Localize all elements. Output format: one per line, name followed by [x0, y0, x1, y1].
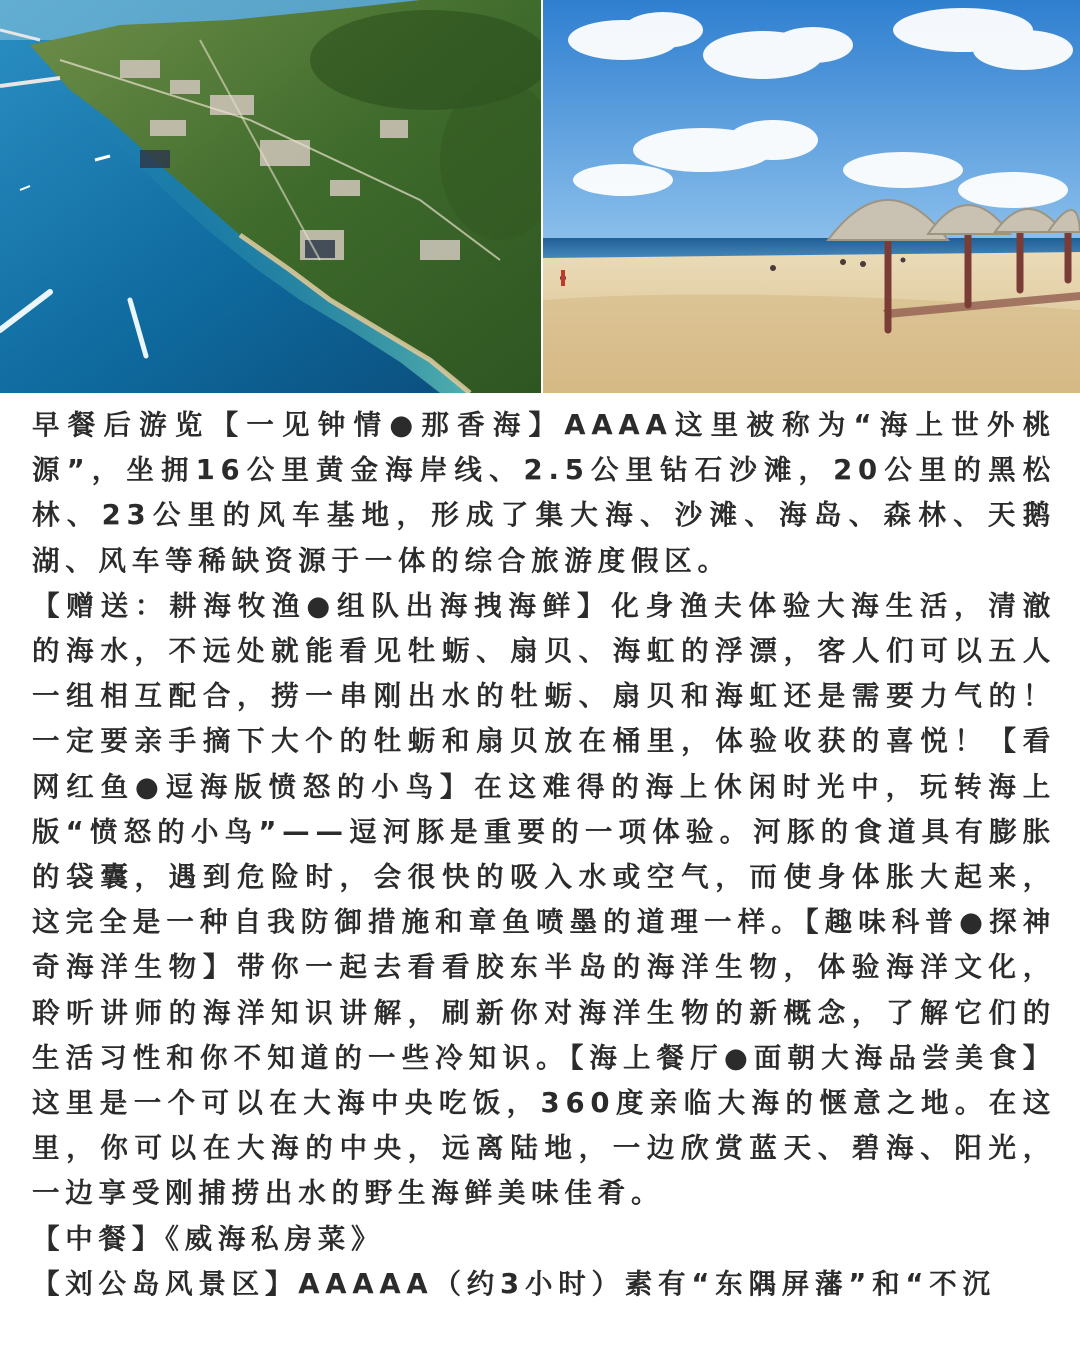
paragraph-nahaixiang: 早餐后游览【一见钟情●那香海】AAAA这里被称为“海上世外桃源”，坐拥16公里黄金海岸线、2.5公里钻石沙滩，20公里的黑松林、23公里的风车基地，形成了集大海、沙滩、海岛、森林、天鹅湖、风车等稀缺资源于一体的综合旅游度假区。	[32, 409, 1056, 577]
itinerary-text	[32, 403, 1056, 1307]
island-aerial-photo	[0, 0, 541, 393]
liugongdao-line: 【刘公岛风景区】AAAAA（约3小时）素有“东隅屏藩”和“不沉	[32, 1267, 996, 1300]
beach-umbrella-photo	[543, 0, 1080, 393]
photo-strip	[0, 0, 1080, 393]
paragraph-activities: 【赠送：耕海牧渔●组队出海拽海鲜】化身渔夫体验大海生活，清澈的海水，不远处就能看见牡蛎、扇贝、海虹的浮漂，客人们可以五人一组相互配合，捞一串刚出水的牡蛎、扇贝和海虹还是需要力气的！一定要亲手摘下大个的牡蛎和扇贝放在桶里，体验收获的喜悦！【看网红鱼●逗海版愤怒的小鸟】在这难得的海上休闲时光中，玩转海上版“愤怒的小鸟”——逗河豚是重要的一项体验。河豚的食道具有膨胀的袋囊，遇到危险时，会很快的吸入水或空气，而使身体胀大起来，这完全是一种自我防御措施和章鱼喷墨的道理一样。【趣味科普●探神奇海洋生物】带你一起去看看胶东半岛的海洋生物，体验海洋文化，聆听讲师的海洋知识讲解，刷新你对海洋生物的新概念，了解它们的生活习性和你不知道的一些冷知识。【海上餐厅●面朝大海品尝美食】这里是一个可以在大海中央吃饭，360度亲临大海的惬意之地。在这里，你可以在大海的中央，远离陆地，一边欣赏蓝天、碧海、阳光，一边享受刚捕捞出水的野生海鲜美味佳肴。	[32, 589, 1056, 1210]
lunch-line: 【中餐】《威海私房菜》	[32, 1222, 385, 1255]
